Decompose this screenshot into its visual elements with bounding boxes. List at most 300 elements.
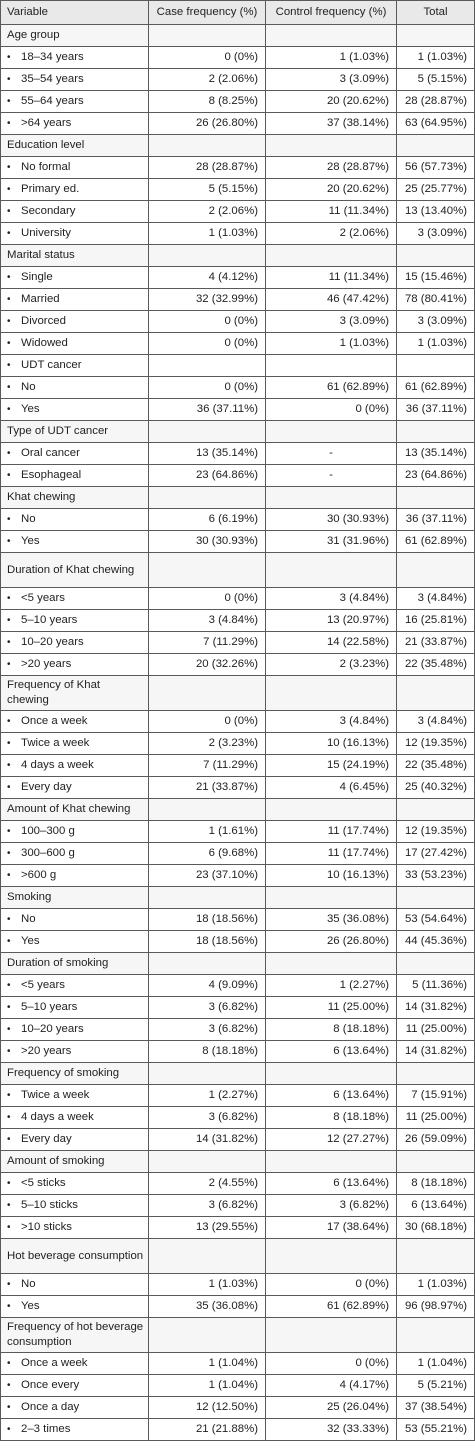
row-label: >600 g: [21, 869, 57, 881]
row-label-cell: [1, 632, 149, 654]
total-cell: 53 (55.21%): [397, 1419, 475, 1441]
control-frequency-cell: 3 (3.09%): [266, 69, 397, 91]
table-row: [1, 1085, 475, 1107]
row-label: <5 sticks: [21, 1177, 66, 1189]
table-row: [1, 399, 475, 421]
bullet-icon: •: [7, 870, 11, 881]
bullet-icon: •: [7, 74, 11, 85]
table-row: [1, 267, 475, 289]
case-frequency-cell: 13 (29.55%): [149, 1217, 266, 1239]
total-cell: 8 (18.18%): [397, 1173, 475, 1195]
control-frequency-cell: 13 (20.97%): [266, 610, 397, 632]
table-row: [1, 1296, 475, 1318]
case-frequency-cell: [149, 355, 266, 377]
control-frequency-cell: 6 (13.64%): [266, 1085, 397, 1107]
case-frequency-cell: 13 (35.14%): [149, 443, 266, 465]
total-cell: 11 (25.00%): [397, 1107, 475, 1129]
case-frequency-cell: 30 (30.93%): [149, 531, 266, 553]
control-frequency-cell: 4 (4.17%): [266, 1375, 397, 1397]
row-label-cell: [1, 509, 149, 531]
row-label: 10–20 years: [21, 636, 84, 648]
table-row: [1, 47, 475, 69]
group-header-row: [1, 1239, 475, 1274]
control-frequency-cell: 2 (2.06%): [266, 223, 397, 245]
case-frequency-cell: 2 (2.06%): [149, 201, 266, 223]
row-label-cell: [1, 399, 149, 421]
group-label: Frequency of smoking: [1, 1063, 149, 1085]
total-cell: 12 (19.35%): [397, 821, 475, 843]
group-empty-cell: [266, 1318, 397, 1353]
total-cell: 63 (64.95%): [397, 113, 475, 135]
row-label: Married: [21, 293, 60, 305]
row-label: Primary ed.: [21, 183, 80, 195]
group-empty-cell: [149, 1063, 266, 1085]
control-frequency-cell: 0 (0%): [266, 1353, 397, 1375]
group-label: Khat chewing: [1, 487, 149, 509]
group-empty-cell: [149, 487, 266, 509]
control-frequency-cell: 37 (38.14%): [266, 113, 397, 135]
total-cell: 14 (31.82%): [397, 1041, 475, 1063]
table-row: [1, 821, 475, 843]
case-frequency-cell: 12 (12.50%): [149, 1397, 266, 1419]
group-empty-cell: [149, 1151, 266, 1173]
row-label-cell: [1, 311, 149, 333]
row-label: 18–34 years: [21, 51, 84, 63]
row-label: Single: [21, 271, 53, 283]
control-frequency-cell: 4 (6.45%): [266, 777, 397, 799]
group-label: Frequency of Khat chewing: [1, 676, 149, 711]
total-cell: 78 (80.41%): [397, 289, 475, 311]
table-row: [1, 333, 475, 355]
bullet-icon: •: [7, 184, 11, 195]
group-empty-cell: [266, 421, 397, 443]
row-label-cell: [1, 588, 149, 610]
table-row: [1, 157, 475, 179]
case-frequency-cell: 0 (0%): [149, 333, 266, 355]
group-empty-cell: [397, 953, 475, 975]
case-frequency-cell: 3 (6.82%): [149, 1107, 266, 1129]
control-frequency-cell: 61 (62.89%): [266, 377, 397, 399]
bullet-icon: •: [7, 316, 11, 327]
total-cell: 36 (37.11%): [397, 509, 475, 531]
row-label: No: [21, 913, 36, 925]
row-label-cell: [1, 865, 149, 887]
row-label: >64 years: [21, 117, 72, 129]
control-frequency-cell: 0 (0%): [266, 399, 397, 421]
control-frequency-cell: 25 (26.04%): [266, 1397, 397, 1419]
group-header-row: [1, 135, 475, 157]
header-control-frequency: Control frequency (%): [266, 1, 397, 25]
control-frequency-cell: 2 (3.23%): [266, 654, 397, 676]
row-label: <5 years: [21, 979, 66, 991]
row-label: Secondary: [21, 205, 76, 217]
control-frequency-cell: 0 (0%): [266, 1274, 397, 1296]
table-row: [1, 311, 475, 333]
group-empty-cell: [266, 1063, 397, 1085]
case-frequency-cell: 26 (26.80%): [149, 113, 266, 135]
total-cell: 1 (1.03%): [397, 47, 475, 69]
control-frequency-cell: 32 (33.33%): [266, 1419, 397, 1441]
row-label-cell: [1, 1085, 149, 1107]
total-cell: 6 (13.64%): [397, 1195, 475, 1217]
total-cell: 3 (3.09%): [397, 311, 475, 333]
case-frequency-cell: 3 (6.82%): [149, 997, 266, 1019]
table-row: [1, 91, 475, 113]
row-label-cell: [1, 113, 149, 135]
case-frequency-cell: 20 (32.26%): [149, 654, 266, 676]
table-row: [1, 909, 475, 931]
header-case-frequency: Case frequency (%): [149, 1, 266, 25]
case-frequency-cell: 6 (9.68%): [149, 843, 266, 865]
table-row: [1, 1019, 475, 1041]
total-cell: [397, 355, 475, 377]
total-cell: 33 (53.23%): [397, 865, 475, 887]
control-frequency-cell: 20 (20.62%): [266, 179, 397, 201]
row-label-cell: [1, 377, 149, 399]
control-frequency-cell: 11 (25.00%): [266, 997, 397, 1019]
case-frequency-cell: 7 (11.29%): [149, 755, 266, 777]
row-label-cell: [1, 1296, 149, 1318]
total-cell: 61 (62.89%): [397, 377, 475, 399]
table-row: [1, 1173, 475, 1195]
bullet-icon: •: [7, 96, 11, 107]
group-empty-cell: [266, 953, 397, 975]
row-label-cell: [1, 997, 149, 1019]
row-label-cell: [1, 355, 149, 377]
total-cell: 16 (25.81%): [397, 610, 475, 632]
row-label-cell: [1, 733, 149, 755]
group-empty-cell: [149, 553, 266, 588]
bullet-icon: •: [7, 206, 11, 217]
case-frequency-cell: 1 (1.03%): [149, 223, 266, 245]
case-frequency-cell: 23 (64.86%): [149, 465, 266, 487]
group-empty-cell: [266, 25, 397, 47]
case-frequency-cell: 1 (1.04%): [149, 1353, 266, 1375]
group-label: Frequency of hot beverage consumption: [1, 1318, 149, 1353]
total-cell: 21 (33.87%): [397, 632, 475, 654]
case-frequency-cell: 14 (31.82%): [149, 1129, 266, 1151]
row-label: 5–10 sticks: [21, 1199, 78, 1211]
table-row: [1, 1107, 475, 1129]
table-row: [1, 632, 475, 654]
table-row: [1, 1419, 475, 1441]
row-label-cell: [1, 223, 149, 245]
total-cell: 1 (1.03%): [397, 333, 475, 355]
group-header-row: [1, 1318, 475, 1353]
row-label: No: [21, 1278, 36, 1290]
case-frequency-cell: 0 (0%): [149, 377, 266, 399]
row-label: UDT cancer: [21, 359, 82, 371]
group-label: Education level: [1, 135, 149, 157]
group-empty-cell: [397, 553, 475, 588]
row-label-cell: [1, 1019, 149, 1041]
group-header-row: [1, 1151, 475, 1173]
bullet-icon: •: [7, 914, 11, 925]
row-label-cell: [1, 711, 149, 733]
case-frequency-cell: 35 (36.08%): [149, 1296, 266, 1318]
bullet-icon: •: [7, 294, 11, 305]
group-header-row: [1, 25, 475, 47]
control-frequency-cell: 10 (16.13%): [266, 865, 397, 887]
group-empty-cell: [397, 887, 475, 909]
row-label: Divorced: [21, 315, 66, 327]
case-frequency-cell: 8 (8.25%): [149, 91, 266, 113]
case-frequency-cell: 1 (1.61%): [149, 821, 266, 843]
case-frequency-cell: 36 (37.11%): [149, 399, 266, 421]
bullet-icon: •: [7, 272, 11, 283]
bullet-icon: •: [7, 1134, 11, 1145]
row-label-cell: [1, 843, 149, 865]
table-body: [1, 25, 475, 1441]
control-frequency-cell: 1 (1.03%): [266, 333, 397, 355]
bullet-icon: •: [7, 593, 11, 604]
total-cell: 3 (4.84%): [397, 711, 475, 733]
case-frequency-cell: 3 (6.82%): [149, 1195, 266, 1217]
bullet-icon: •: [7, 162, 11, 173]
bullet-icon: •: [7, 1402, 11, 1413]
table-row: [1, 654, 475, 676]
bullet-icon: •: [7, 1178, 11, 1189]
row-label-cell: [1, 69, 149, 91]
bullet-icon: •: [7, 782, 11, 793]
group-empty-cell: [397, 135, 475, 157]
row-label: >20 years: [21, 658, 72, 670]
row-label: 5–10 years: [21, 614, 78, 626]
group-header-row: [1, 487, 475, 509]
total-cell: 11 (25.00%): [397, 1019, 475, 1041]
control-frequency-cell: 1 (2.27%): [266, 975, 397, 997]
control-frequency-cell: 8 (18.18%): [266, 1019, 397, 1041]
row-label-cell: [1, 1195, 149, 1217]
total-cell: 5 (11.36%): [397, 975, 475, 997]
bullet-icon: •: [7, 1358, 11, 1369]
row-label: 4 days a week: [21, 1111, 94, 1123]
group-empty-cell: [266, 135, 397, 157]
case-frequency-cell: 23 (37.10%): [149, 865, 266, 887]
bullet-icon: •: [7, 659, 11, 670]
group-empty-cell: [149, 135, 266, 157]
group-empty-cell: [266, 553, 397, 588]
table-row: [1, 1274, 475, 1296]
total-cell: 13 (13.40%): [397, 201, 475, 223]
row-label: Oral cancer: [21, 447, 80, 459]
group-empty-cell: [149, 25, 266, 47]
group-label: Duration of smoking: [1, 953, 149, 975]
bullet-icon: •: [7, 1024, 11, 1035]
total-cell: 56 (57.73%): [397, 157, 475, 179]
control-frequency-cell: 26 (26.80%): [266, 931, 397, 953]
table-row: [1, 531, 475, 553]
bullet-icon: •: [7, 1046, 11, 1057]
group-empty-cell: [266, 487, 397, 509]
row-label: Every day: [21, 1133, 72, 1145]
row-label: 2–3 times: [21, 1423, 71, 1435]
control-frequency-cell: 11 (11.34%): [266, 267, 397, 289]
control-frequency-cell: 6 (13.64%): [266, 1041, 397, 1063]
header-variable: Variable: [1, 1, 149, 25]
control-frequency-cell: 1 (1.03%): [266, 47, 397, 69]
bullet-icon: •: [7, 228, 11, 239]
row-label: >20 years: [21, 1045, 72, 1057]
table-row: [1, 777, 475, 799]
group-empty-cell: [266, 1239, 397, 1274]
total-cell: 1 (1.04%): [397, 1353, 475, 1375]
group-empty-cell: [397, 25, 475, 47]
bullet-icon: •: [7, 448, 11, 459]
table-row: [1, 1375, 475, 1397]
total-cell: 22 (35.48%): [397, 654, 475, 676]
case-frequency-cell: 6 (6.19%): [149, 509, 266, 531]
row-label-cell: [1, 1397, 149, 1419]
bullet-icon: •: [7, 980, 11, 991]
bullet-icon: •: [7, 404, 11, 415]
row-label: No: [21, 513, 36, 525]
row-label-cell: [1, 157, 149, 179]
control-frequency-cell: 31 (31.96%): [266, 531, 397, 553]
row-label-cell: [1, 975, 149, 997]
case-frequency-cell: 32 (32.99%): [149, 289, 266, 311]
case-frequency-cell: 1 (1.03%): [149, 1274, 266, 1296]
total-cell: 30 (68.18%): [397, 1217, 475, 1239]
bullet-icon: •: [7, 738, 11, 749]
total-cell: 3 (3.09%): [397, 223, 475, 245]
table-row: [1, 443, 475, 465]
group-label: Hot beverage consumption: [1, 1239, 149, 1274]
row-label-cell: [1, 443, 149, 465]
row-label: 10–20 years: [21, 1023, 84, 1035]
total-cell: 44 (45.36%): [397, 931, 475, 953]
bullet-icon: •: [7, 360, 11, 371]
group-label: Marital status: [1, 245, 149, 267]
row-label: Yes: [21, 403, 40, 415]
group-empty-cell: [397, 421, 475, 443]
control-frequency-cell: 11 (17.74%): [266, 843, 397, 865]
row-label: Once every: [21, 1379, 80, 1391]
row-label-cell: [1, 1129, 149, 1151]
group-empty-cell: [266, 245, 397, 267]
row-label-cell: [1, 1107, 149, 1129]
control-frequency-cell: 3 (4.84%): [266, 588, 397, 610]
control-frequency-cell: 12 (27.27%): [266, 1129, 397, 1151]
control-frequency-cell: -: [266, 465, 397, 487]
bullet-icon: •: [7, 848, 11, 859]
bullet-icon: •: [7, 514, 11, 525]
total-cell: 23 (64.86%): [397, 465, 475, 487]
bullet-icon: •: [7, 1112, 11, 1123]
total-cell: 7 (15.91%): [397, 1085, 475, 1107]
table-row: [1, 377, 475, 399]
row-label-cell: [1, 777, 149, 799]
group-label: Smoking: [1, 887, 149, 909]
bullet-icon: •: [7, 1002, 11, 1013]
table-row: [1, 69, 475, 91]
group-empty-cell: [397, 676, 475, 711]
control-frequency-cell: 11 (11.34%): [266, 201, 397, 223]
table-row: [1, 711, 475, 733]
group-header-row: [1, 799, 475, 821]
total-cell: 28 (28.87%): [397, 91, 475, 113]
group-label: Amount of Khat chewing: [1, 799, 149, 821]
row-label-cell: [1, 333, 149, 355]
control-frequency-cell: 3 (6.82%): [266, 1195, 397, 1217]
total-cell: 61 (62.89%): [397, 531, 475, 553]
case-frequency-cell: 2 (4.55%): [149, 1173, 266, 1195]
group-empty-cell: [149, 245, 266, 267]
control-frequency-cell: 28 (28.87%): [266, 157, 397, 179]
total-cell: 1 (1.03%): [397, 1274, 475, 1296]
bullet-icon: •: [7, 936, 11, 947]
group-header-row: [1, 887, 475, 909]
row-label-cell: [1, 654, 149, 676]
control-frequency-cell: -: [266, 443, 397, 465]
group-empty-cell: [266, 887, 397, 909]
row-label-cell: [1, 47, 149, 69]
table-row: [1, 997, 475, 1019]
bullet-icon: •: [7, 1200, 11, 1211]
table-header: [1, 1, 475, 25]
group-empty-cell: [149, 887, 266, 909]
row-label-cell: [1, 755, 149, 777]
case-frequency-cell: 8 (18.18%): [149, 1041, 266, 1063]
row-label: Widowed: [21, 337, 68, 349]
bullet-icon: •: [7, 716, 11, 727]
row-label: Yes: [21, 935, 40, 947]
total-cell: 25 (40.32%): [397, 777, 475, 799]
row-label: Esophageal: [21, 469, 82, 481]
bullet-icon: •: [7, 382, 11, 393]
table-row: [1, 610, 475, 632]
table-row: [1, 201, 475, 223]
table-row: [1, 843, 475, 865]
group-empty-cell: [397, 799, 475, 821]
row-label-cell: [1, 201, 149, 223]
case-frequency-cell: 2 (2.06%): [149, 69, 266, 91]
control-frequency-cell: 6 (13.64%): [266, 1173, 397, 1195]
group-empty-cell: [149, 1239, 266, 1274]
case-frequency-cell: 21 (33.87%): [149, 777, 266, 799]
table-row: [1, 755, 475, 777]
group-empty-cell: [149, 953, 266, 975]
row-label-cell: [1, 465, 149, 487]
bullet-icon: •: [7, 1424, 11, 1435]
total-cell: 37 (38.54%): [397, 1397, 475, 1419]
row-label: Twice a week: [21, 737, 90, 749]
group-empty-cell: [397, 487, 475, 509]
table-row: [1, 1353, 475, 1375]
row-label-cell: [1, 531, 149, 553]
bullet-icon: •: [7, 470, 11, 481]
control-frequency-cell: 35 (36.08%): [266, 909, 397, 931]
group-header-row: [1, 245, 475, 267]
bullet-icon: •: [7, 338, 11, 349]
row-label-cell: [1, 931, 149, 953]
total-cell: 53 (54.64%): [397, 909, 475, 931]
row-label: Yes: [21, 535, 40, 547]
header-total: Total: [397, 1, 475, 25]
row-label-cell: [1, 909, 149, 931]
case-frequency-cell: 3 (6.82%): [149, 1019, 266, 1041]
group-empty-cell: [149, 1318, 266, 1353]
total-cell: 5 (5.21%): [397, 1375, 475, 1397]
row-label: No: [21, 381, 36, 393]
group-label: Age group: [1, 25, 149, 47]
group-label: Type of UDT cancer: [1, 421, 149, 443]
bullet-icon: •: [7, 118, 11, 129]
case-frequency-cell: 0 (0%): [149, 47, 266, 69]
table-row: [1, 1129, 475, 1151]
case-frequency-cell: 0 (0%): [149, 311, 266, 333]
control-frequency-cell: 11 (17.74%): [266, 821, 397, 843]
